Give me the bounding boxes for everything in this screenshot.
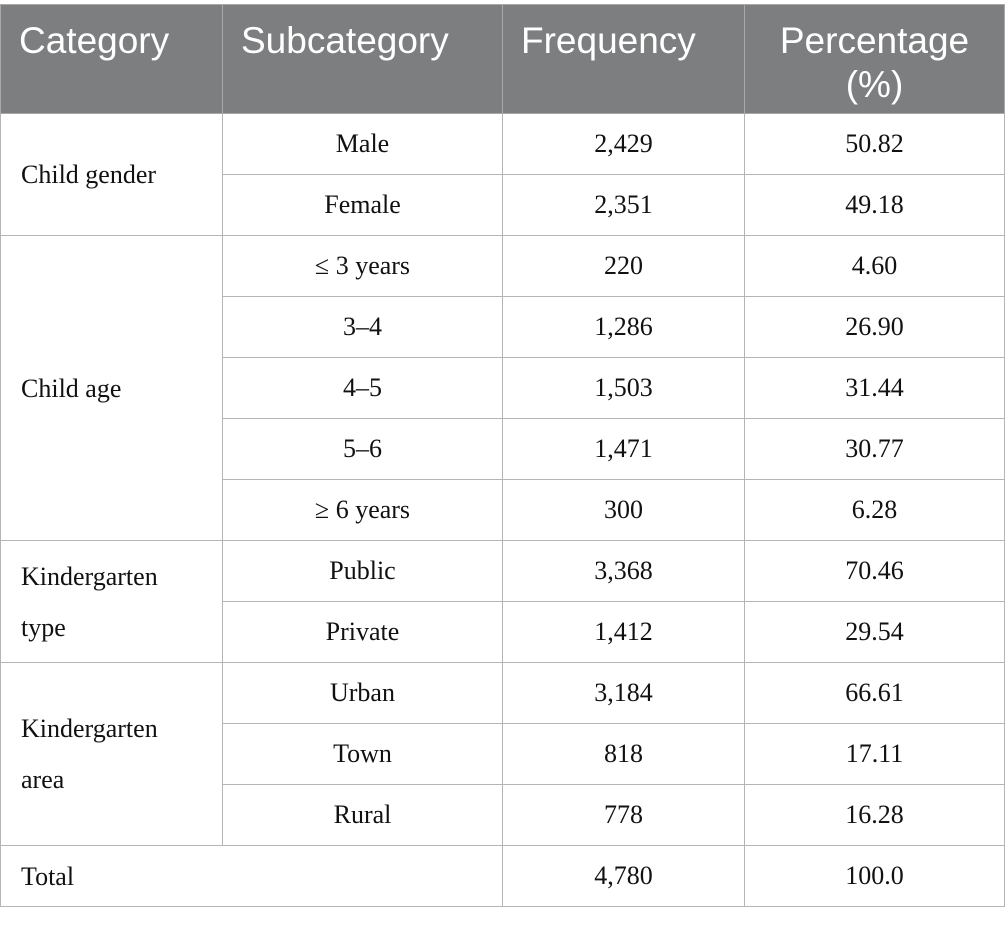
subcategory-cell: Male <box>223 114 503 175</box>
header-row <box>1 5 1005 114</box>
frequency-cell: 1,286 <box>503 297 745 358</box>
percentage-cell: 49.18 <box>745 175 1005 236</box>
frequency-cell: 1,503 <box>503 358 745 419</box>
table-row <box>1 663 1005 724</box>
frequency-cell: 3,184 <box>503 663 745 724</box>
header-percentage-line2: (%) <box>845 64 904 105</box>
percentage-cell: 30.77 <box>745 419 1005 480</box>
percentage-cell: 4.60 <box>745 236 1005 297</box>
total-row <box>1 846 1005 907</box>
percentage-cell: 16.28 <box>745 785 1005 846</box>
category-cell <box>1 114 223 236</box>
percentage-cell: 50.82 <box>745 114 1005 175</box>
total-percentage: 100.0 <box>745 846 1005 907</box>
category-cell <box>1 541 223 663</box>
subcategory-cell: Female <box>223 175 503 236</box>
frequency-cell: 3,368 <box>503 541 745 602</box>
percentage-cell: 66.61 <box>745 663 1005 724</box>
header-subcategory: Subcategory <box>223 5 503 114</box>
category-label-line2: area <box>21 765 65 794</box>
frequency-cell: 1,412 <box>503 602 745 663</box>
percentage-cell: 31.44 <box>745 358 1005 419</box>
subcategory-cell: 3–4 <box>223 297 503 358</box>
subcategory-cell: 4–5 <box>223 358 503 419</box>
percentage-cell: 6.28 <box>745 480 1005 541</box>
table-row <box>1 236 1005 297</box>
header-category: Category <box>1 5 223 114</box>
subcategory-cell: Urban <box>223 663 503 724</box>
percentage-cell: 29.54 <box>745 602 1005 663</box>
category-cell <box>1 236 223 541</box>
demographics-table <box>0 4 1005 907</box>
frequency-cell: 300 <box>503 480 745 541</box>
frequency-cell: 1,471 <box>503 419 745 480</box>
category-label-line1: Kindergarten <box>21 561 158 591</box>
category-label-line1: Kindergarten <box>21 714 158 743</box>
subcategory-cell: 5–6 <box>223 419 503 480</box>
total-label: Total <box>1 846 503 907</box>
subcategory-cell: Rural <box>223 785 503 846</box>
category-label: Child gender <box>21 160 157 189</box>
percentage-cell: 26.90 <box>745 297 1005 358</box>
total-frequency: 4,780 <box>503 846 745 907</box>
frequency-cell: 818 <box>503 724 745 785</box>
header-percentage <box>745 5 1005 114</box>
percentage-cell: 17.11 <box>745 724 1005 785</box>
frequency-cell: 2,351 <box>503 175 745 236</box>
subcategory-cell: Private <box>223 602 503 663</box>
table-row <box>1 541 1005 602</box>
header-percentage-line1: Percentage <box>779 20 970 61</box>
frequency-cell: 220 <box>503 236 745 297</box>
table-row <box>1 114 1005 175</box>
subcategory-cell: Town <box>223 724 503 785</box>
frequency-cell: 2,429 <box>503 114 745 175</box>
header-frequency: Frequency <box>503 5 745 114</box>
category-cell <box>1 663 223 846</box>
subcategory-cell: ≤ 3 years <box>223 236 503 297</box>
frequency-cell: 778 <box>503 785 745 846</box>
category-label: Child age <box>21 373 122 403</box>
category-label-line2: type <box>21 612 66 642</box>
subcategory-cell: Public <box>223 541 503 602</box>
percentage-cell: 70.46 <box>745 541 1005 602</box>
subcategory-cell: ≥ 6 years <box>223 480 503 541</box>
